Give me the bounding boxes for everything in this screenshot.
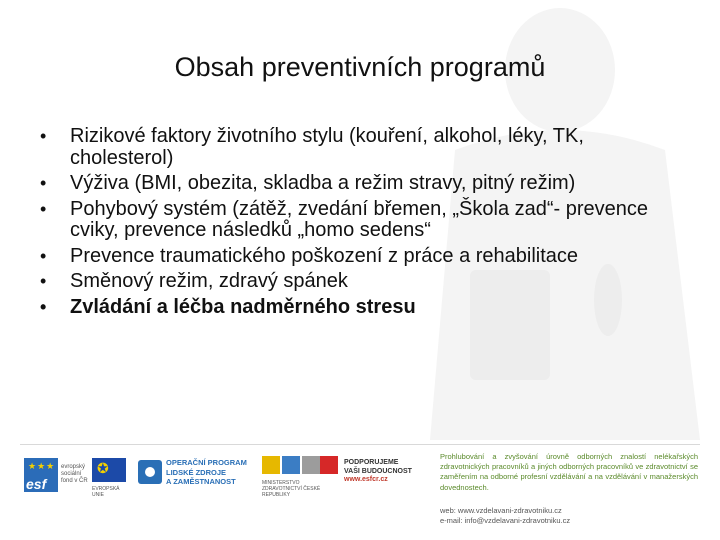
esfcr-line: VAŠI BUDOUCNOST — [344, 468, 412, 475]
bullet-list — [40, 126, 680, 322]
bullet-item — [40, 199, 680, 242]
eu-flag-logo — [92, 458, 132, 498]
bullet-item — [40, 173, 680, 195]
esfcr-url: www.esfcr.cz — [344, 476, 388, 483]
op-lzz-line: A ZAMĚSTNANOST — [166, 477, 236, 486]
ministry-health-caption: MINISTERSTVO ZDRAVOTNICTVÍ ČESKÉ REPUBLIKY — [262, 480, 321, 498]
email-link[interactable]: e-mail: info@vzdelavani-zdravotniku.cz — [440, 516, 571, 525]
eu-flag-icon: ✪ — [92, 458, 126, 482]
bullet-text: Rizikové faktory životního stylu (kouření, alkohol, léky, TK, cholesterol) — [70, 125, 584, 169]
bullet-icon: • — [40, 173, 47, 193]
esf-logo-word: esf — [26, 476, 47, 492]
bullet-text: Prevence traumatického poškození z práce a rehabilitace — [70, 244, 579, 267]
esf-logo-caption: evropský sociální fond v ČR — [61, 464, 88, 484]
op-lzz-line: OPERAČNÍ PROGRAM — [166, 458, 247, 467]
bullet-text: Směnový režim, zdravý spánek — [70, 270, 348, 292]
bullet-icon: • — [40, 296, 47, 317]
bullet-item — [40, 271, 680, 293]
bullet-icon: • — [40, 198, 47, 219]
eu-stars-icon: ★★★ — [28, 461, 56, 471]
footer-logos-bar — [0, 444, 720, 540]
bullet-icon: • — [40, 126, 47, 146]
esfcr-logo — [344, 458, 418, 494]
bullet-text: Výživa (BMI, obezita, skladba a režim stravy, pitný režim) — [70, 172, 576, 194]
op-lzz-logo — [138, 456, 256, 496]
op-lzz-line: LIDSKÉ ZDROJE — [166, 467, 227, 477]
web-link[interactable]: web: www.vzdelavani-zdravotniku.cz — [440, 506, 562, 515]
bullet-item — [40, 297, 680, 319]
op-lzz-mark-icon — [138, 460, 162, 484]
slide-title: Obsah preventivních programů — [174, 52, 546, 82]
contact-info — [440, 506, 698, 526]
bullet-text: Pohybový systém (zátěž, zvedání břemen, „Škola zad“- prevence cviky, prevence následků „homo sedens“ — [70, 197, 649, 241]
esfcr-line: PODPORUJEME — [344, 459, 399, 466]
bullet-item — [40, 246, 680, 268]
bullet-text: Zvládání a léčba nadměrného stresu — [70, 295, 416, 318]
ministry-health-logo — [262, 456, 338, 498]
esf-logo — [24, 458, 86, 494]
footer-divider — [20, 444, 700, 445]
op-lzz-text — [166, 458, 247, 487]
bullet-icon: • — [40, 245, 47, 266]
bullet-icon: • — [40, 271, 47, 291]
eu-logo-caption: EVROPSKÁ UNIE — [92, 486, 120, 498]
project-description: Prohlubování a zvyšování úrovně odborných znalostí nelékařských zdravotnických pracovníků a jiných odborných pracovníků ve zdravotnictví se zaměřením na odborné profesní vzdělávání a na vzdělávání v manažerských dovednostech. — [440, 452, 698, 492]
bullet-item — [40, 126, 680, 169]
